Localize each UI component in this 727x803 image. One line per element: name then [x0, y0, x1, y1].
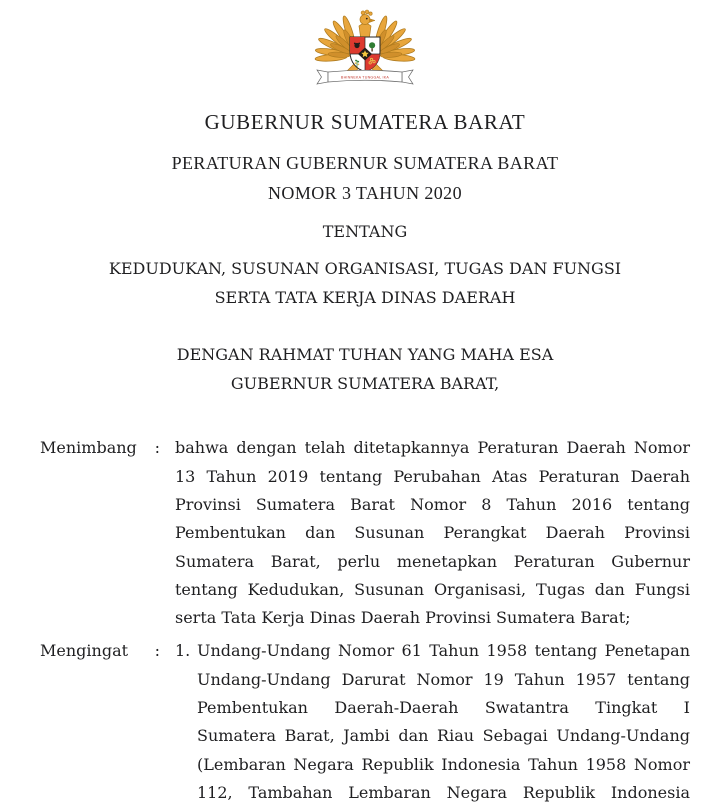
mengingat-line: Pembentukan Daerah-Daerah Swatantra Tingkat I — [197, 697, 690, 717]
section-mengingat — [40, 637, 690, 803]
mengingat-label-text: Mengingat — [40, 641, 129, 661]
menimbang-line: 13 Tahun 2019 tentang Perubahan Atas Peraturan Daerah — [175, 466, 690, 486]
section-menimbang — [40, 434, 690, 632]
mengingat-line: (Lembaran Negara Republik Indonesia Tahun 1958 Nomor — [197, 754, 690, 774]
subject-line-1: KEDUDUKAN, SUSUNAN ORGANISASI, TUGAS DAN FUNGSI — [108, 258, 622, 278]
mengingat-label — [40, 637, 160, 665]
invocation-line: DENGAN RAHMAT TUHAN YANG MAHA ESA — [176, 344, 554, 364]
mengingat-line: 112, Tambahan Lembaran Negara Republik Indonesia — [197, 782, 690, 802]
subject-line-2: SERTA TATA KERJA DINAS DAERAH — [214, 287, 516, 307]
mengingat-item-1 — [175, 637, 690, 803]
mengingat-line: Sumatera Barat, Jambi dan Riau Sebagai Undang-Undang — [197, 726, 690, 746]
mengingat-content — [175, 637, 690, 803]
garuda-pancasila-emblem — [305, 8, 425, 92]
regulation-title: PERATURAN GUBERNUR SUMATERA BARAT — [171, 153, 559, 174]
institution-title: GUBERNUR SUMATERA BARAT — [204, 110, 526, 134]
menimbang-line: bahwa dengan telah ditetapkannya Peraturan Daerah Nomor — [175, 438, 690, 458]
about-label: TENTANG — [322, 222, 408, 242]
menimbang-label — [40, 434, 160, 462]
motto-text: BHINNEKA TUNGGAL IKA — [340, 75, 390, 80]
motto-banner-icon — [317, 70, 413, 84]
menimbang-line: Pembentukan dan Susunan Perangkat Daerah Provinsi — [175, 523, 690, 543]
menimbang-line: Sumatera Barat, perlu menetapkan Peraturan Gubernur — [175, 551, 690, 571]
mengingat-item-number: 1. — [175, 641, 191, 661]
menimbang-line: serta Tata Kerja Dinas Daerah Provinsi Sumatera Barat; — [175, 608, 631, 628]
mengingat-line: Undang-Undang Darurat Nomor 19 Tahun 1957 tentang — [197, 669, 690, 689]
menimbang-content — [175, 434, 690, 632]
menimbang-line: tentang Kedudukan, Susunan Organisasi, Tugas dan Fungsi — [175, 579, 690, 599]
mengingat-line: Undang-Undang Nomor 61 Tahun 1958 tentang Penetapan — [197, 641, 690, 661]
menimbang-line: Provinsi Sumatera Barat Nomor 8 Tahun 2016 tentang — [175, 494, 690, 514]
issuer-line: GUBERNUR SUMATERA BARAT, — [230, 374, 500, 394]
menimbang-colon: : — [154, 438, 160, 458]
menimbang-label-text: Menimbang — [40, 438, 137, 458]
mengingat-colon: : — [154, 641, 160, 661]
garuda-head-icon — [360, 10, 375, 25]
regulation-number: NOMOR 3 TAHUN 2020 — [268, 182, 462, 203]
